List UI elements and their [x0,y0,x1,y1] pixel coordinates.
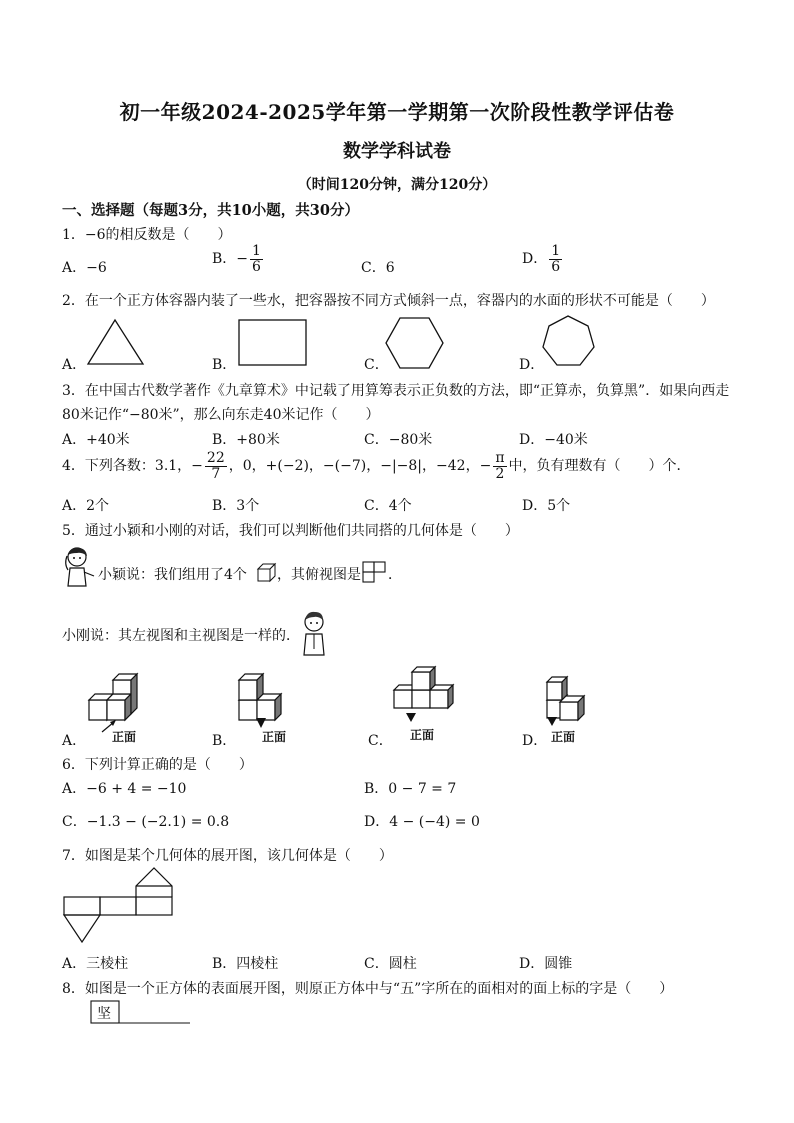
q4-fraction-pi-2 [493,451,506,481]
cube [412,667,435,690]
q4-part3: 中，负有理数有（ ）个． [508,458,691,475]
q5-ying-text3: ． [388,567,402,583]
q1-option-b-prefix: B．− [212,251,249,268]
q5-front-label-d: 正面 [551,730,576,744]
q4-option-b: B．3个 [212,498,260,514]
q1-option-c: C．6 [361,260,395,276]
q1-b-numerator: 1 [252,243,261,259]
cube [560,696,584,720]
boy-cartoon-icon [300,609,330,659]
exam-title: 初一年级2024-2025学年第一学期第一次阶段性教学评估卷 [119,100,675,124]
q3-option-a: A．+40米 [62,432,130,448]
q2-hexagon-figure [385,316,445,370]
q6-option-a: A．−6 + 4 = −10 [62,781,187,797]
q3-option-c: C．−80米 [364,432,433,448]
cube [107,694,131,720]
cube [430,685,453,708]
cube [547,677,567,700]
section-heading: 一、选择题（每题3分，共10小题，共30分） [62,202,359,219]
q4-part1: 4．下列各数：3.1，− [62,458,203,475]
q1-d-denominator: 6 [551,258,561,275]
q3-line1: 3．在中国古代数学著作《九章算术》中记载了用算筹表示正负数的方法，即“正算赤，负算黑”．如果向西走 [62,383,730,399]
q5-solid-c [392,666,456,716]
q3-line2: 80米记作“−80米”，那么向东走40米记作（ ） [62,407,380,423]
q1-option-b [212,244,265,274]
q1-option-a: A．−6 [62,260,107,276]
q4-stem [62,451,691,481]
q4-fraction-22-7 [205,451,227,481]
q5-option-a: A． [62,733,87,749]
q4-option-c: C．4个 [364,498,412,514]
q5-ying-text1: 小颖说：我们组用了4个 [98,567,247,583]
q1-option-d-fraction [549,244,562,274]
cube [239,674,263,700]
q5-front-arrow-d [545,716,559,728]
q5-ying-speech [98,564,247,584]
q7-option-c: C．圆柱 [364,956,417,972]
q2-stem: 2．在一个正方体容器内装了一些水，把容器按不同方式倾斜一点，容器内的水面的形状不可能是（ ） [62,293,715,309]
q1-option-d [522,244,564,274]
q3-option-d: D．−40米 [519,432,588,448]
q6-option-c: C．−1.3 − (−2.1) = 0.8 [62,814,230,830]
q8-net-cell-1: 坚 [97,1006,111,1022]
q6-option-b: B．0 − 7 = 7 [364,781,457,797]
q5-solid-a [86,668,146,724]
q5-front-label-c: 正面 [410,728,435,742]
q2-option-c: C． [364,357,389,373]
q7-stem: 7．如图是某个几何体的展开图，该几何体是（ ） [62,848,393,864]
q2-option-d: D． [519,357,545,373]
q5-front-arrow-c [404,712,418,724]
q1-d-numerator: 1 [551,243,561,259]
q2-rectangle-figure [238,318,308,366]
q4-frac1-denominator: 7 [211,465,221,482]
q2-triangle-figure [86,318,146,366]
q8-stem: 8．如图是一个正方体的表面展开图，则原正方体中与“五”字所在的面相对的面上标的字是（ ） [62,981,674,997]
q3-option-b: B．+80米 [212,432,280,448]
q5-front-label-a: 正面 [112,730,137,744]
q4-part2: ，0，+(−2)，−(−7)，−|−8|，−42，− [228,458,492,475]
top-view-figure [362,561,388,584]
q2-heptagon-figure [541,314,597,370]
girl-cartoon-icon [62,546,98,592]
q1-stem: 1．−6的相反数是（ ） [62,227,232,243]
time-note: （时间120分钟，满分120分） [297,177,497,193]
q7-option-d: D．圆锥 [519,956,573,972]
q4-frac2-denominator: 2 [495,465,505,482]
q5-option-b: B． [212,733,237,749]
q1-b-denominator: 6 [252,258,261,275]
q5-option-d: D． [522,733,548,749]
q5-stem: 5．通过小颖和小刚的对话，我们可以判断他们共同搭的几何体是（ ） [62,523,519,539]
q5-gang-speech: 小刚说：其左视图和主视图是一样的． [62,628,300,644]
q7-option-b: B．四棱柱 [212,956,279,972]
q7-net-figure [62,866,182,946]
q5-option-c: C． [368,733,393,749]
q5-front-label-b: 正面 [262,730,287,744]
q2-option-b: B． [212,357,237,373]
q1-option-b-fraction [250,244,263,274]
q5-ying-text2: ，其俯视图是 [277,567,361,583]
q1-option-d-prefix: D． [522,251,548,268]
q4-frac1-numerator: 22 [206,450,225,466]
q7-option-a: A．三棱柱 [62,956,129,972]
q2-option-a: A． [62,357,87,373]
q4-option-d: D．5个 [522,498,571,514]
q6-stem: 6．下列计算正确的是（ ） [62,757,253,773]
exam-subtitle: 数学学科试卷 [343,141,451,162]
q4-frac2-numerator: π [495,450,505,466]
q6-option-d: D．4 − (−4) = 0 [364,814,480,830]
small-cube-icon [257,563,277,582]
q4-option-a: A．2个 [62,498,110,514]
